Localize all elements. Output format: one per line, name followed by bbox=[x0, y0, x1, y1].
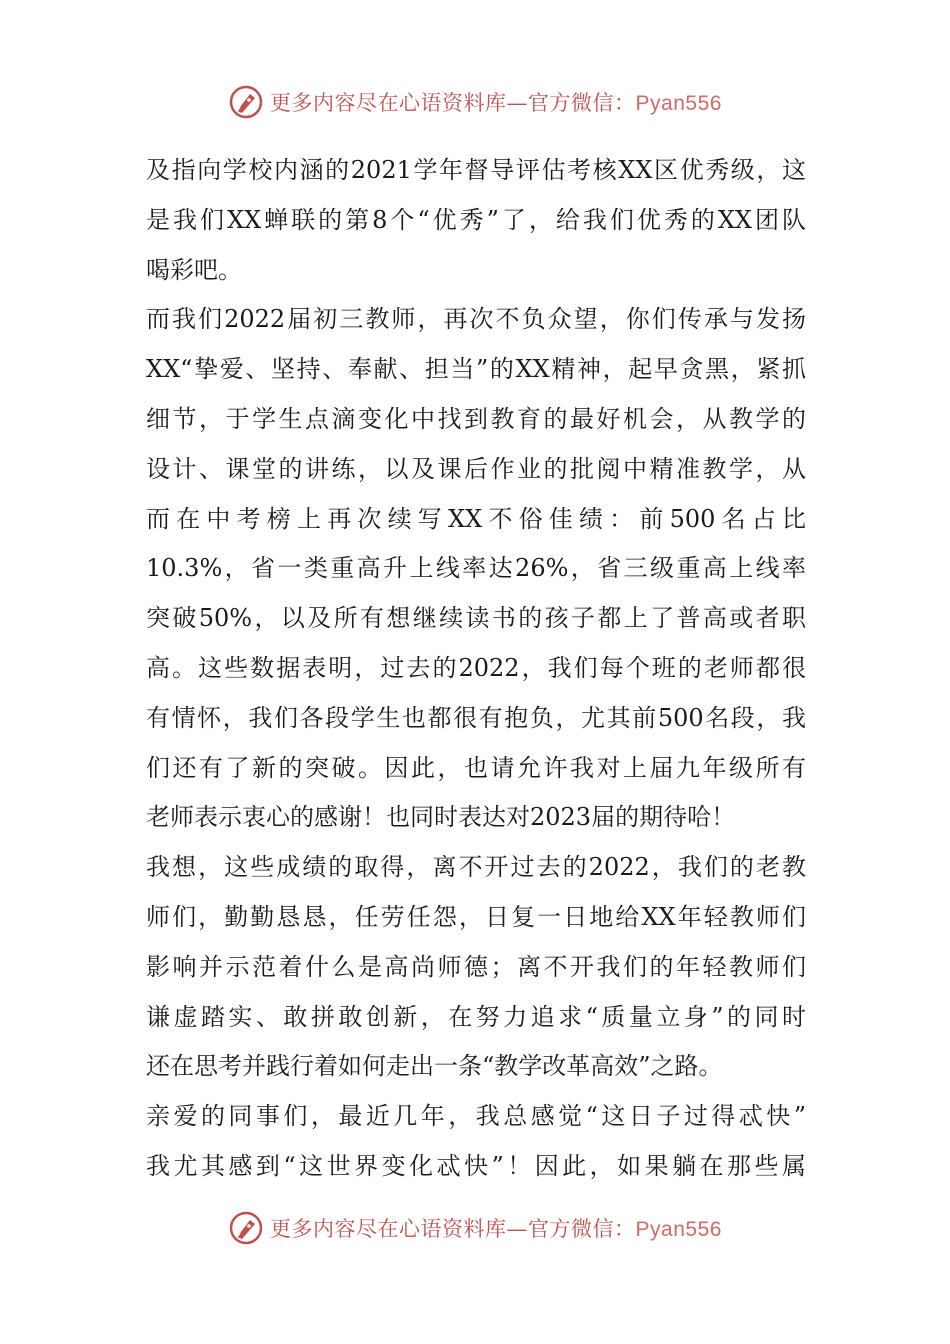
text-line: 高。这些数据表明，过去的2022，我们每个班的老师都很 bbox=[146, 653, 806, 682]
text-line: 有情怀，我们各段学生也都很有抱负，尤其前500名段，我 bbox=[146, 703, 806, 732]
text-line: 细节，于学生点滴变化中找到教育的最好机会，从教学的 bbox=[146, 404, 806, 433]
text-line: 我尤其感到“这世界变化忒快”！因此，如果躺在那些属 bbox=[146, 1151, 806, 1180]
watermark-text bbox=[270, 87, 722, 117]
text-line: 我想，这些成绩的取得，离不开过去的2022，我们的老教 bbox=[146, 853, 806, 882]
watermark-footer bbox=[0, 1208, 950, 1248]
text-line: 们还有了新的突破。因此，也请允许我对上届九年级所有 bbox=[146, 753, 806, 782]
text-line: 及指向学校内涵的2021学年督导评估考核XX区优秀级，这 bbox=[146, 156, 806, 184]
watermark-wechat-id: Pyan556 bbox=[635, 92, 722, 115]
text-line: 还在思考并践行着如何走出一条“教学改革高效”之路。 bbox=[146, 1052, 723, 1081]
text-line: 而在中考榜上再次续写XX不俗佳绩：前500名占比 bbox=[146, 504, 806, 533]
text-line: 亲爱的同事们，最近几年，我总感觉“这日子过得忒快” bbox=[146, 1102, 806, 1131]
watermark-site-text: 更多内容尽在心语资料库—官方微信： bbox=[270, 1217, 636, 1241]
text-line: XX“挚爱、坚持、奉献、担当”的XX精神，起早贪黑，紧抓 bbox=[146, 355, 806, 384]
watermark-header bbox=[0, 82, 950, 122]
text-line: 影响并示范着什么是高尚师德；离不开我们的年轻教师们 bbox=[146, 952, 806, 981]
text-line: 突破50%，以及所有想继续读书的孩子都上了普高或者职 bbox=[146, 604, 806, 633]
text-line: 老师表示衷心的感谢！也同时表达对2023届的期待哈！ bbox=[146, 803, 736, 832]
document-body bbox=[146, 146, 806, 1192]
watermark-site-text: 更多内容尽在心语资料库—官方微信： bbox=[270, 91, 636, 115]
text-line: 10.3%，省一类重高升上线率达26%，省三级重高上线率 bbox=[146, 554, 806, 583]
pen-nib-logo-icon bbox=[228, 84, 264, 120]
watermark-wechat-id: Pyan556 bbox=[635, 1218, 722, 1241]
text-line: 谦虚踏实、敢拼敢创新，在努力追求“质量立身”的同时 bbox=[146, 1002, 806, 1031]
watermark-text bbox=[270, 1213, 722, 1243]
text-line: 设计、课堂的讲练，以及课后作业的批阅中精准教学，从 bbox=[146, 454, 806, 483]
pen-nib-logo-icon bbox=[228, 1210, 264, 1246]
text-line: 师们，勤勤恳恳，任劳任怨，日复一日地给XX年轻教师们 bbox=[146, 902, 806, 931]
text-line: 喝彩吧。 bbox=[146, 255, 242, 284]
text-line: 而我们2022届初三教师，再次不负众望，你们传承与发扬 bbox=[146, 305, 806, 334]
text-line: 是我们XX蝉联的第8个“优秀”了，给我们优秀的XX团队 bbox=[146, 205, 806, 234]
